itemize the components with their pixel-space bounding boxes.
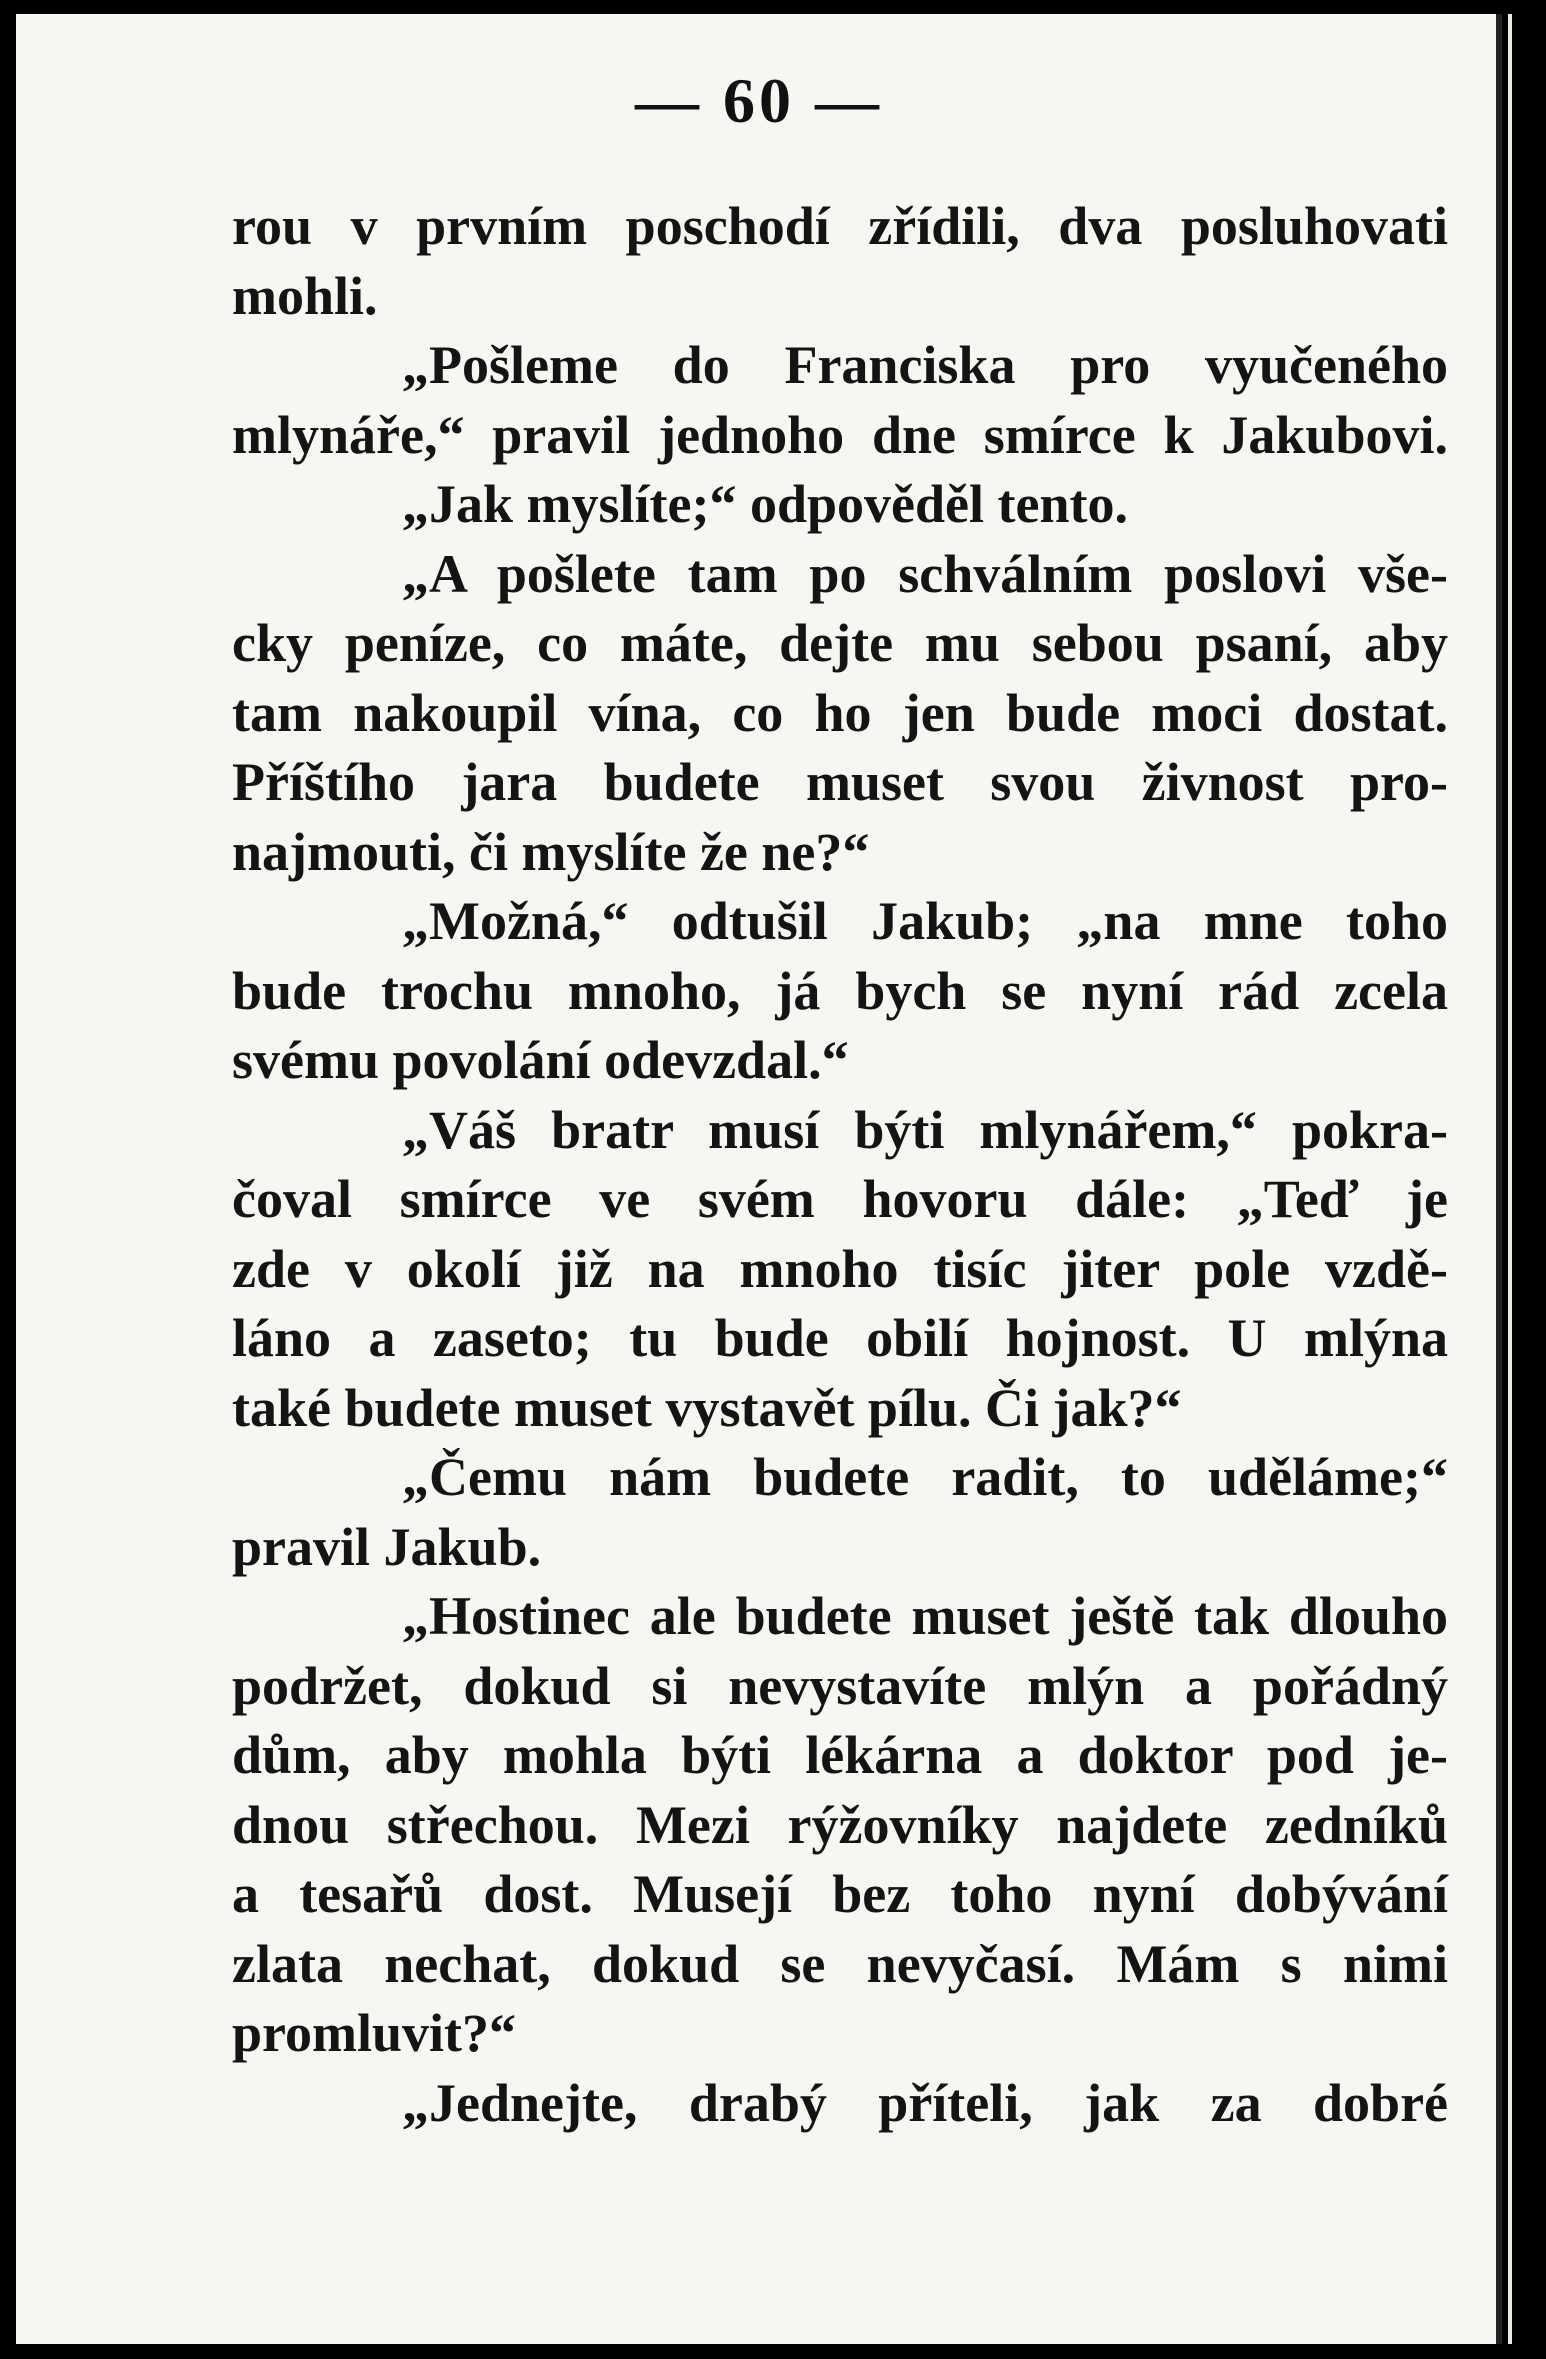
text-line: „Čemu nám budete radit, to uděláme;“ [402,1447,1448,1507]
text-line: „A pošlete tam po schválním poslovi vše- [402,543,1448,604]
text-line: bude trochu mnoho, já bych se nyní rád zcela [232,960,1448,1021]
text-line: „Možná,“ odtušil Jakub; „na mne toho [402,891,1448,951]
book-page [16,14,1502,2344]
text-line: promluvit?“ [232,2003,517,2063]
text-line: mlynáře,“ pravil jednoho dne smírce k Jakubovi. [232,404,1448,465]
text-line: „Jak myslíte;“ odpověděl tento. [402,474,1128,534]
text-line: rou v prvním poschodí zřídili, dva posluhovati [232,196,1448,256]
text-line: „Pošleme do Franciska pro vyučeného [402,335,1448,395]
text-line: podržet, dokud si nevystavíte mlýn a pořádný [232,1655,1448,1716]
page-number: — 60 — [635,65,883,136]
text-line: také budete muset vystavět pílu. Či jak?“ [232,1377,1182,1438]
text-line: najmouti, či myslíte že ne?“ [232,821,870,882]
text-line: „Váš bratr musí býti mlynářem,“ pokra- [402,1099,1448,1160]
text-line: dnou střechou. Mezi rýžovníky najdete zedníků [232,1794,1448,1855]
text-line: „Hostinec ale budete muset ještě tak dlouho [402,1586,1448,1646]
text-line: dům, aby mohla býti lékárna a doktor pod je- [232,1725,1448,1785]
text-line: zlata nechat, dokud se nevyčasí. Mám s nimi [232,1933,1448,1994]
text-line: Příštího jara budete muset svou živnost pro- [232,752,1448,812]
text-line: a tesařů dost. Musejí bez toho nyní dobývání [232,1864,1448,1924]
body-text [232,192,1448,2138]
text-line: láno a zaseto; tu bude obilí hojnost. U mlýna [232,1308,1448,1368]
text-line: pravil Jakub. [232,1516,542,1577]
text-line: tam nakoupil vína, co ho jen bude moci dostat. [232,682,1448,743]
text-line: mohli. [232,265,378,326]
text-line: cky peníze, co máte, dejte mu sebou psaní, aby [232,613,1448,673]
text-line: čoval smírce ve svém hovoru dále: „Teď je [232,1169,1448,1229]
text-line: zde v okolí již na mnoho tisíc jiter pole vzdě- [232,1238,1448,1299]
page-edge [1508,14,1512,2344]
text-line: „Jednejte, drabý příteli, jak za dobré [402,2072,1448,2133]
text-line: svému povolání odevzdal.“ [232,1030,849,1090]
